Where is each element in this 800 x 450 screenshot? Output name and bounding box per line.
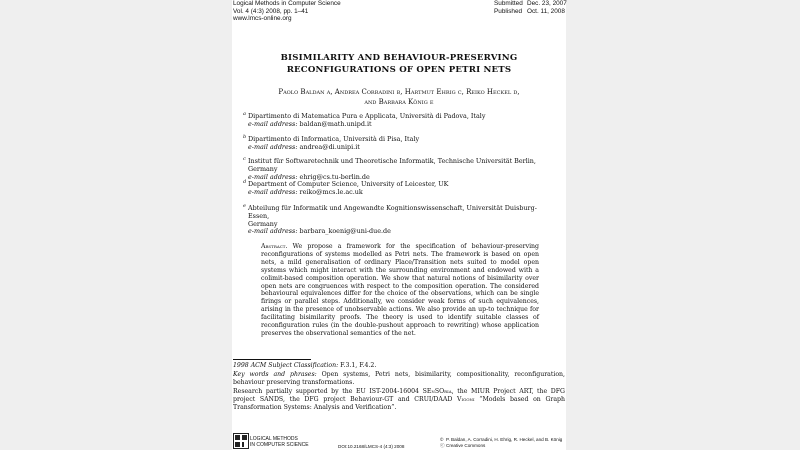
published-date: Oct. 11, 2008 (527, 7, 565, 15)
license-block (440, 437, 562, 449)
title-line-2: RECONFIGURATIONS OF OPEN PETRI NETS (286, 64, 512, 75)
keywords-label: Key words and phrases: (233, 371, 317, 378)
submitted-date: Dec. 23, 2007 (527, 0, 567, 7)
affiliation-text: Dipartimento di Informatica, Università di Pisa, Italy (248, 135, 420, 143)
acm-label: 1998 ACM Subject Classification: (233, 362, 339, 369)
creative-commons-icon: ⓒ (440, 443, 445, 448)
abstract-label: Abstract. (261, 243, 288, 250)
abstract-text: We propose a framework for the specification of behaviour-preserving reconfigurations of systems modelled as Petri nets. The framework is based on open nets, a mild generalisation of ordinary Place/Transition nets suited to model open systems which might interact with the surrounding environment and endowed with a colimit-based composition operation. We show that natural notions of bisimilarity over open nets are congruences with respect to the composition operation. The considered behavioural equivalences differ for the choice of the observations, which can be single firings or parallel steps. Additionally, we consider weak forms of such equivalences, arising in the presence of unobservable actions. We also provide an up-to technique for facilitating bisimilarity proofs. The theory is used to identify suitable classes of reconfiguration rules (in the double-pushout approach to rewriting) whose application preserves the observational semantics of the net. (261, 243, 540, 337)
affiliation-text: Institut für Softwaretechnik und Theoretische Informatik, Technische Universität Berlin, Germany (248, 157, 536, 173)
email-address[interactable]: andrea@di.unipi.it (299, 142, 360, 151)
journal-volume: Vol. 4 (4:3) 2008, pp. 1–41 (233, 7, 309, 15)
funding-text-end: “Models based on Graph Transformation Systems: Analysis and Verification”. (233, 396, 566, 411)
email-address[interactable]: reiko@mcs.le.ac.uk (299, 187, 363, 196)
doi[interactable]: DOI:10.2168/LMCS-4 (4:3) 2008 (338, 444, 405, 449)
paper-title (240, 53, 558, 76)
license-name[interactable]: Creative Commons (446, 443, 486, 448)
lmcs-wordmark (250, 437, 309, 448)
affiliation-d (243, 181, 555, 197)
keywords-value: Open systems, Petri nets, bisimilarity, compositionality, reconfiguration, behaviour preserving transformations. (233, 371, 565, 386)
funding-project-vigoni: Vigoni (456, 396, 475, 403)
title-line-1: BISIMILARITY AND BEHAVIOUR-PRESERVING (280, 53, 518, 63)
journal-header (233, 0, 341, 23)
affiliation-mark: c (243, 156, 246, 162)
affiliation-mark: b (243, 134, 247, 140)
funding-note (233, 388, 565, 412)
affiliation-text: Dipartimento di Matematica Pura e Applicata, Università di Padova, Italy (248, 112, 486, 120)
lmcs-line-2: IN COMPUTER SCIENCE (250, 441, 309, 448)
affiliation-text-cont: Germany (248, 219, 278, 228)
abstract (261, 243, 539, 338)
author-list (244, 88, 554, 107)
footnote-rule (233, 359, 311, 360)
affiliation-mark: a (243, 111, 246, 117)
affiliation-e (243, 205, 555, 236)
affiliation-a (243, 113, 555, 129)
submitted-label: Submitted (494, 0, 523, 7)
dates-header (494, 0, 567, 15)
affiliation-c (243, 158, 555, 181)
funding-text: Research partially supported by the EU IST-2004-16004 (233, 388, 419, 395)
journal-name: Logical Methods in Computer Science (233, 0, 341, 7)
funding-project-sensoria: SEnSOria (422, 388, 452, 395)
acm-classification (233, 362, 565, 370)
email-label: e-mail address: (248, 187, 298, 196)
email-label: e-mail address: (248, 172, 298, 181)
email-label: e-mail address: (248, 227, 298, 236)
published-label: Published (494, 7, 523, 15)
affiliation-text: Department of Computer Science, University of Leicester, UK (248, 180, 449, 188)
email-address[interactable]: barbara_koenig@uni-due.de (299, 227, 391, 236)
affiliation-mark: d (243, 179, 247, 185)
journal-website[interactable]: www.lmcs-online.org (233, 15, 292, 22)
keywords (233, 371, 565, 387)
affiliation-b (243, 136, 555, 152)
acm-value: F.3.1, F.4.2. (340, 362, 377, 369)
copyright-icon: © (440, 437, 444, 442)
authors-line-2: and Barbara König e (364, 97, 434, 106)
funding-text-mid: , the MIUR Project ART, the DFG project SANDS, the DFG project Behaviour-GT and CRUI/DAAD (233, 388, 565, 403)
lmcs-line-1: LOGICAL METHODS (250, 436, 298, 442)
email-label: e-mail address: (248, 142, 298, 151)
lmcs-logo-icon (233, 433, 249, 449)
email-label: e-mail address: (248, 119, 298, 128)
email-address[interactable]: ehrig@cs.tu-berlin.de (299, 172, 370, 181)
copyright-holders: P. Baldan, A. Corradini, H. Ehrig, R. Heckel, and B. König (446, 437, 563, 442)
affiliation-mark: e (243, 203, 246, 209)
authors-line-1: Paolo Baldan a, Andrea Corradini b, Hartmut Ehrig c, Reiko Heckel d, (278, 88, 520, 96)
affiliation-text: Abteilung für Informatik und Angewandte Kognitionswissenschaft, Universität Duisburg-Essen, (248, 204, 537, 220)
email-address[interactable]: baldan@math.unipd.it (299, 119, 372, 128)
